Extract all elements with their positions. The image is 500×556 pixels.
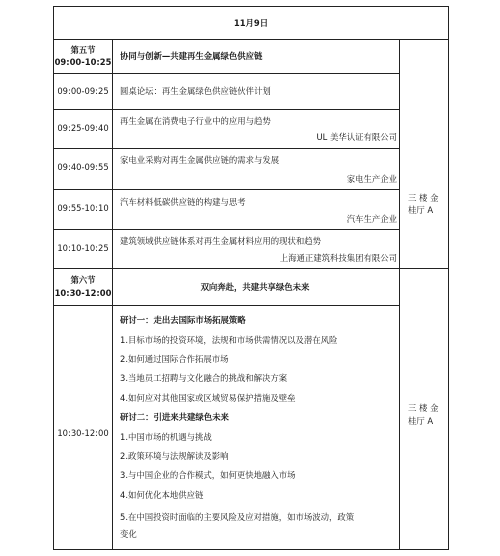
s5-row4-org: 汽车生产企业 bbox=[346, 214, 397, 224]
section5-time: 09:00-10:25 bbox=[54, 57, 112, 67]
s5-venue-line2: 桂厅 A bbox=[408, 205, 434, 215]
rule-s5-header bbox=[54, 73, 399, 74]
seminar2-item4: 4.如何优化本地供应链 bbox=[120, 490, 204, 500]
seminar1-item2: 2.如何通过国际合作拓展市场 bbox=[120, 354, 229, 364]
s5-row5-time: 10:10-10:25 bbox=[57, 243, 109, 253]
section5-title: 协同与创新—共建再生金属绿色供应链 bbox=[120, 51, 263, 61]
rule-s5-row2 bbox=[54, 148, 399, 149]
col-divider-time bbox=[112, 39, 113, 550]
seminar1-heading: 研讨一：走出去国际市场拓展策略 bbox=[120, 315, 246, 325]
s5-row1-topic: 圆桌论坛：再生金属绿色供应链伙伴计划 bbox=[120, 86, 271, 96]
section6-time: 10:30-12:00 bbox=[54, 288, 112, 298]
s5-row2-org: UL 美华认证有限公司 bbox=[316, 132, 397, 142]
s6-venue-line2: 桂厅 A bbox=[408, 416, 434, 426]
section5-name: 第五节 bbox=[70, 45, 96, 55]
seminar2-item5-line2: 变化 bbox=[120, 529, 137, 539]
s5-row2-topic: 再生金属在消费电子行业中的应用与趋势 bbox=[120, 116, 271, 126]
rule-below-date bbox=[54, 39, 448, 40]
s6-row-time: 10:30-12:00 bbox=[57, 428, 109, 438]
rule-s5-row4 bbox=[54, 229, 399, 230]
s5-row4-topic: 汽车材料低碳供应链的构建与思考 bbox=[120, 197, 246, 207]
s5-row1-time: 09:00-09:25 bbox=[57, 86, 109, 96]
section6-title: 双向奔赴，共建共享绿色未来 bbox=[200, 282, 310, 292]
s5-row2-time: 09:25-09:40 bbox=[57, 123, 109, 133]
seminar1-item4: 4.如何应对其他国家或区域贸易保护措施及壁垒 bbox=[120, 393, 296, 403]
seminar2-heading: 研讨二：引进来共建绿色未来 bbox=[120, 412, 229, 422]
seminar2-item1: 1.中国市场的机遇与挑战 bbox=[120, 432, 212, 442]
seminar2-item2: 2.政策环境与法规解读及影响 bbox=[120, 451, 229, 461]
s5-row3-time: 09:40-09:55 bbox=[57, 162, 109, 172]
date-header: 11月9日 bbox=[233, 18, 269, 28]
s5-row4-time: 09:55-10:10 bbox=[57, 203, 109, 213]
seminar2-item3: 3.与中国企业的合作模式，如何更快地融入市场 bbox=[120, 470, 296, 480]
seminar2-item5-line1: 5.在中国投资时面临的主要风险及应对措施，如市场波动，政策 bbox=[120, 512, 355, 522]
rule-s5-row1 bbox=[54, 109, 399, 110]
schedule-table bbox=[53, 6, 449, 550]
rule-below-s5 bbox=[54, 268, 448, 269]
seminar1-item3: 3.当地员工招聘与文化融合的挑战和解决方案 bbox=[120, 373, 288, 383]
s5-row3-topic: 家电业采购对再生金属供应链的需求与发展 bbox=[120, 155, 280, 165]
seminar1-item1: 1.目标市场的投资环境，法规和市场供需情况以及潜在风险 bbox=[120, 335, 338, 345]
s5-row3-org: 家电生产企业 bbox=[346, 174, 397, 184]
rule-s6-header bbox=[54, 305, 399, 306]
s5-row5-topic: 建筑领域供应链体系对再生金属材料应用的现状和趋势 bbox=[120, 236, 321, 246]
section6-name: 第六节 bbox=[70, 275, 96, 285]
s5-venue-line1: 三 楼 金 bbox=[408, 193, 439, 203]
s6-venue-line1: 三 楼 金 bbox=[408, 403, 439, 413]
col-divider-venue bbox=[399, 39, 400, 550]
rule-s5-row3 bbox=[54, 189, 399, 190]
s5-row5-org: 上海通正建筑科技集团有限公司 bbox=[279, 253, 397, 263]
